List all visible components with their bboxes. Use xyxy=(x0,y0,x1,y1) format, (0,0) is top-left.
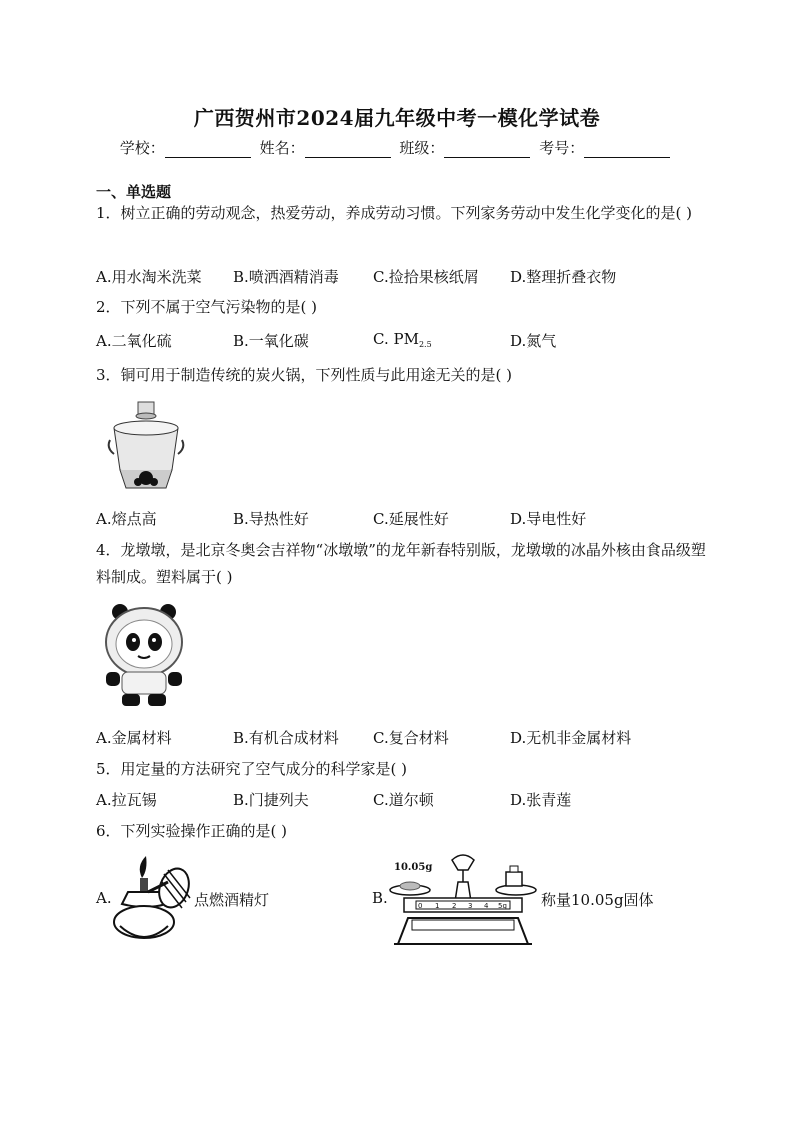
option-a-caption: 点燃酒精灯 xyxy=(194,891,270,909)
exam-title: 广西贺州市2024届九年级中考一模化学试卷 xyxy=(193,106,601,130)
pm-subscript: 2.5 xyxy=(418,340,432,349)
option-b[interactable]: B.有机合成材料 xyxy=(233,729,339,747)
option-b-caption: 称量10.05g固体 xyxy=(541,891,654,909)
option-c[interactable]: C.复合材料 xyxy=(373,729,449,747)
scale-tick-5: 5g xyxy=(498,902,507,910)
option-d[interactable]: D.整理折叠衣物 xyxy=(510,268,617,286)
question-1-options xyxy=(96,266,706,288)
scale-tick-3: 3 xyxy=(468,902,473,910)
school-label: 学校： xyxy=(119,139,165,157)
option-c[interactable]: C.捡拾果核纸屑 xyxy=(373,268,479,286)
class-label: 班级： xyxy=(399,139,445,157)
section-title: 一、单选题 xyxy=(96,183,172,201)
exam-no-blank[interactable] xyxy=(584,143,670,158)
scale-tick-2: 2 xyxy=(452,902,457,910)
question-4-options xyxy=(96,727,706,749)
option-c[interactable]: C.延展性好 xyxy=(373,510,449,528)
class-blank[interactable] xyxy=(444,143,530,158)
scale-tick-1: 1 xyxy=(435,902,440,910)
question-6-stem: 6．下列实验操作正确的是( ) xyxy=(96,822,288,840)
name-label: 姓名： xyxy=(259,139,305,157)
option-d[interactable]: D.氮气 xyxy=(510,332,557,350)
alcohol-lamp-image xyxy=(106,852,196,944)
question-5-stem: 5．用定量的方法研究了空气成分的科学家是( ) xyxy=(96,760,408,778)
weight-label: 10.05g xyxy=(394,862,433,873)
option-a[interactable]: A.金属材料 xyxy=(96,729,172,747)
option-b[interactable]: B. xyxy=(372,889,388,907)
question-3-stem: 3．铜可用于制造传统的炭火锅，下列性质与此用途无关的是( ) xyxy=(96,366,513,384)
option-b[interactable]: B.门捷列夫 xyxy=(233,791,309,809)
option-c[interactable] xyxy=(373,330,432,349)
balance-image xyxy=(388,848,538,946)
option-b[interactable]: B.一氧化碳 xyxy=(233,332,309,350)
question-2-options xyxy=(96,330,706,352)
option-d[interactable]: D.导电性好 xyxy=(510,510,587,528)
question-2-stem: 2．下列不属于空气污染物的是( ) xyxy=(96,298,318,316)
question-4-stem: 4．龙墩墩，是北京冬奥会吉祥物“冰墩墩”的龙年新春特别版，龙墩墩的冰晶外核由食品级塑料制成。塑料属于( ) xyxy=(96,541,706,586)
option-a[interactable]: A.熔点高 xyxy=(96,510,157,528)
option-a[interactable]: A. xyxy=(96,889,112,907)
option-a[interactable]: A.二氧化硫 xyxy=(96,332,172,350)
option-c-text: C. PM xyxy=(373,330,419,348)
scale-tick-0: 0 xyxy=(418,902,423,910)
option-c[interactable]: C.道尔顿 xyxy=(373,791,434,809)
exam-no-label: 考号： xyxy=(539,139,585,157)
question-1-stem: 1．树立正确的劳动观念，热爱劳动，养成劳动习惯。下列家务劳动中发生化学变化的是( ) xyxy=(96,204,693,222)
option-a[interactable]: A.用水淘米洗菜 xyxy=(96,268,202,286)
name-blank[interactable] xyxy=(305,143,391,158)
option-b[interactable]: B.导热性好 xyxy=(233,510,309,528)
option-a[interactable]: A.拉瓦锡 xyxy=(96,791,157,809)
option-d[interactable]: D.张青莲 xyxy=(510,791,572,809)
longdundun-image xyxy=(98,602,190,708)
hotpot-image xyxy=(106,400,186,495)
option-b[interactable]: B.喷洒酒精消毒 xyxy=(233,268,339,286)
question-3-options xyxy=(96,508,706,530)
school-blank[interactable] xyxy=(165,143,251,158)
question-5-options xyxy=(96,789,706,811)
scale-tick-4: 4 xyxy=(484,902,489,910)
option-d[interactable]: D.无机非金属材料 xyxy=(510,729,632,747)
student-info-line xyxy=(0,137,794,158)
